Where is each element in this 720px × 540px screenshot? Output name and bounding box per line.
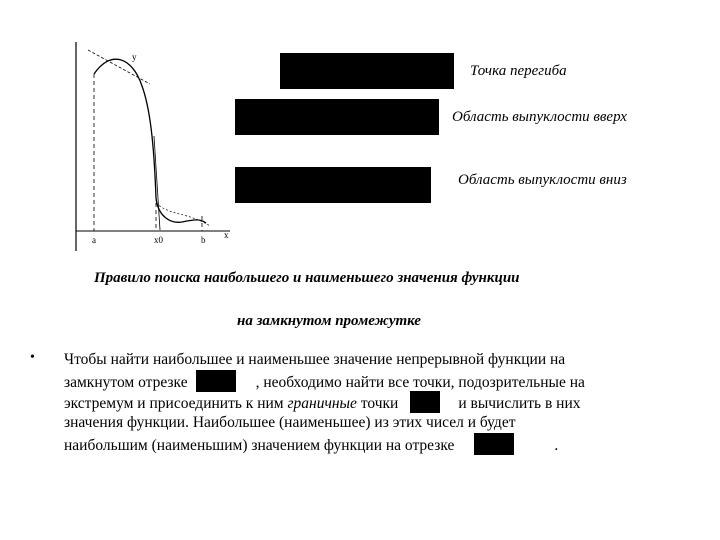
convex-down-label: Область выпуклости вниз — [458, 172, 627, 188]
boundary-points-formula — [410, 391, 440, 413]
bullet-text — [64, 349, 690, 454]
convex-up-label: Область выпуклости вверх — [452, 109, 627, 125]
segment-formula-2 — [474, 433, 514, 455]
bullet-line-1: Чтобы найти наибольшее и наименьшее значение непрерывной функции на — [64, 351, 566, 368]
tangent-line-top — [88, 50, 150, 84]
inflection-point-label: Точка перегиба — [470, 63, 567, 79]
inflection-point-formula — [280, 53, 454, 89]
section-heading-line2: на замкнутом промежутке — [237, 313, 421, 329]
tick-label-x0: x0 — [154, 235, 163, 245]
curve-tail — [156, 203, 210, 226]
section-heading-line1: Правило поиска наибольшего и наименьшего значения функции — [94, 270, 520, 286]
bullet-line-5: наибольшим (наименьшим) значением функции на отрезке . — [64, 433, 690, 454]
bullet-line-3: экстремум и присоединить к ним граничные точки и вычислить в них — [64, 391, 690, 412]
bullet-symbol: • — [30, 350, 35, 365]
convex-down-formula — [235, 167, 431, 203]
convex-up-formula — [235, 99, 439, 135]
bullet-line-4: значения функции. Наибольшее (наименьшее) из этих чисел и будет — [64, 414, 516, 431]
x-axis-label: x — [224, 230, 229, 240]
tick-label-a: a — [92, 235, 96, 245]
bullet-line-2: замкнутом отрезке , необходимо найти все точки, подозрительные на — [64, 370, 690, 391]
segment-formula — [196, 370, 236, 392]
function-graph — [70, 38, 250, 253]
y-axis-label: y — [132, 52, 137, 62]
tick-label-b: b — [201, 235, 206, 245]
